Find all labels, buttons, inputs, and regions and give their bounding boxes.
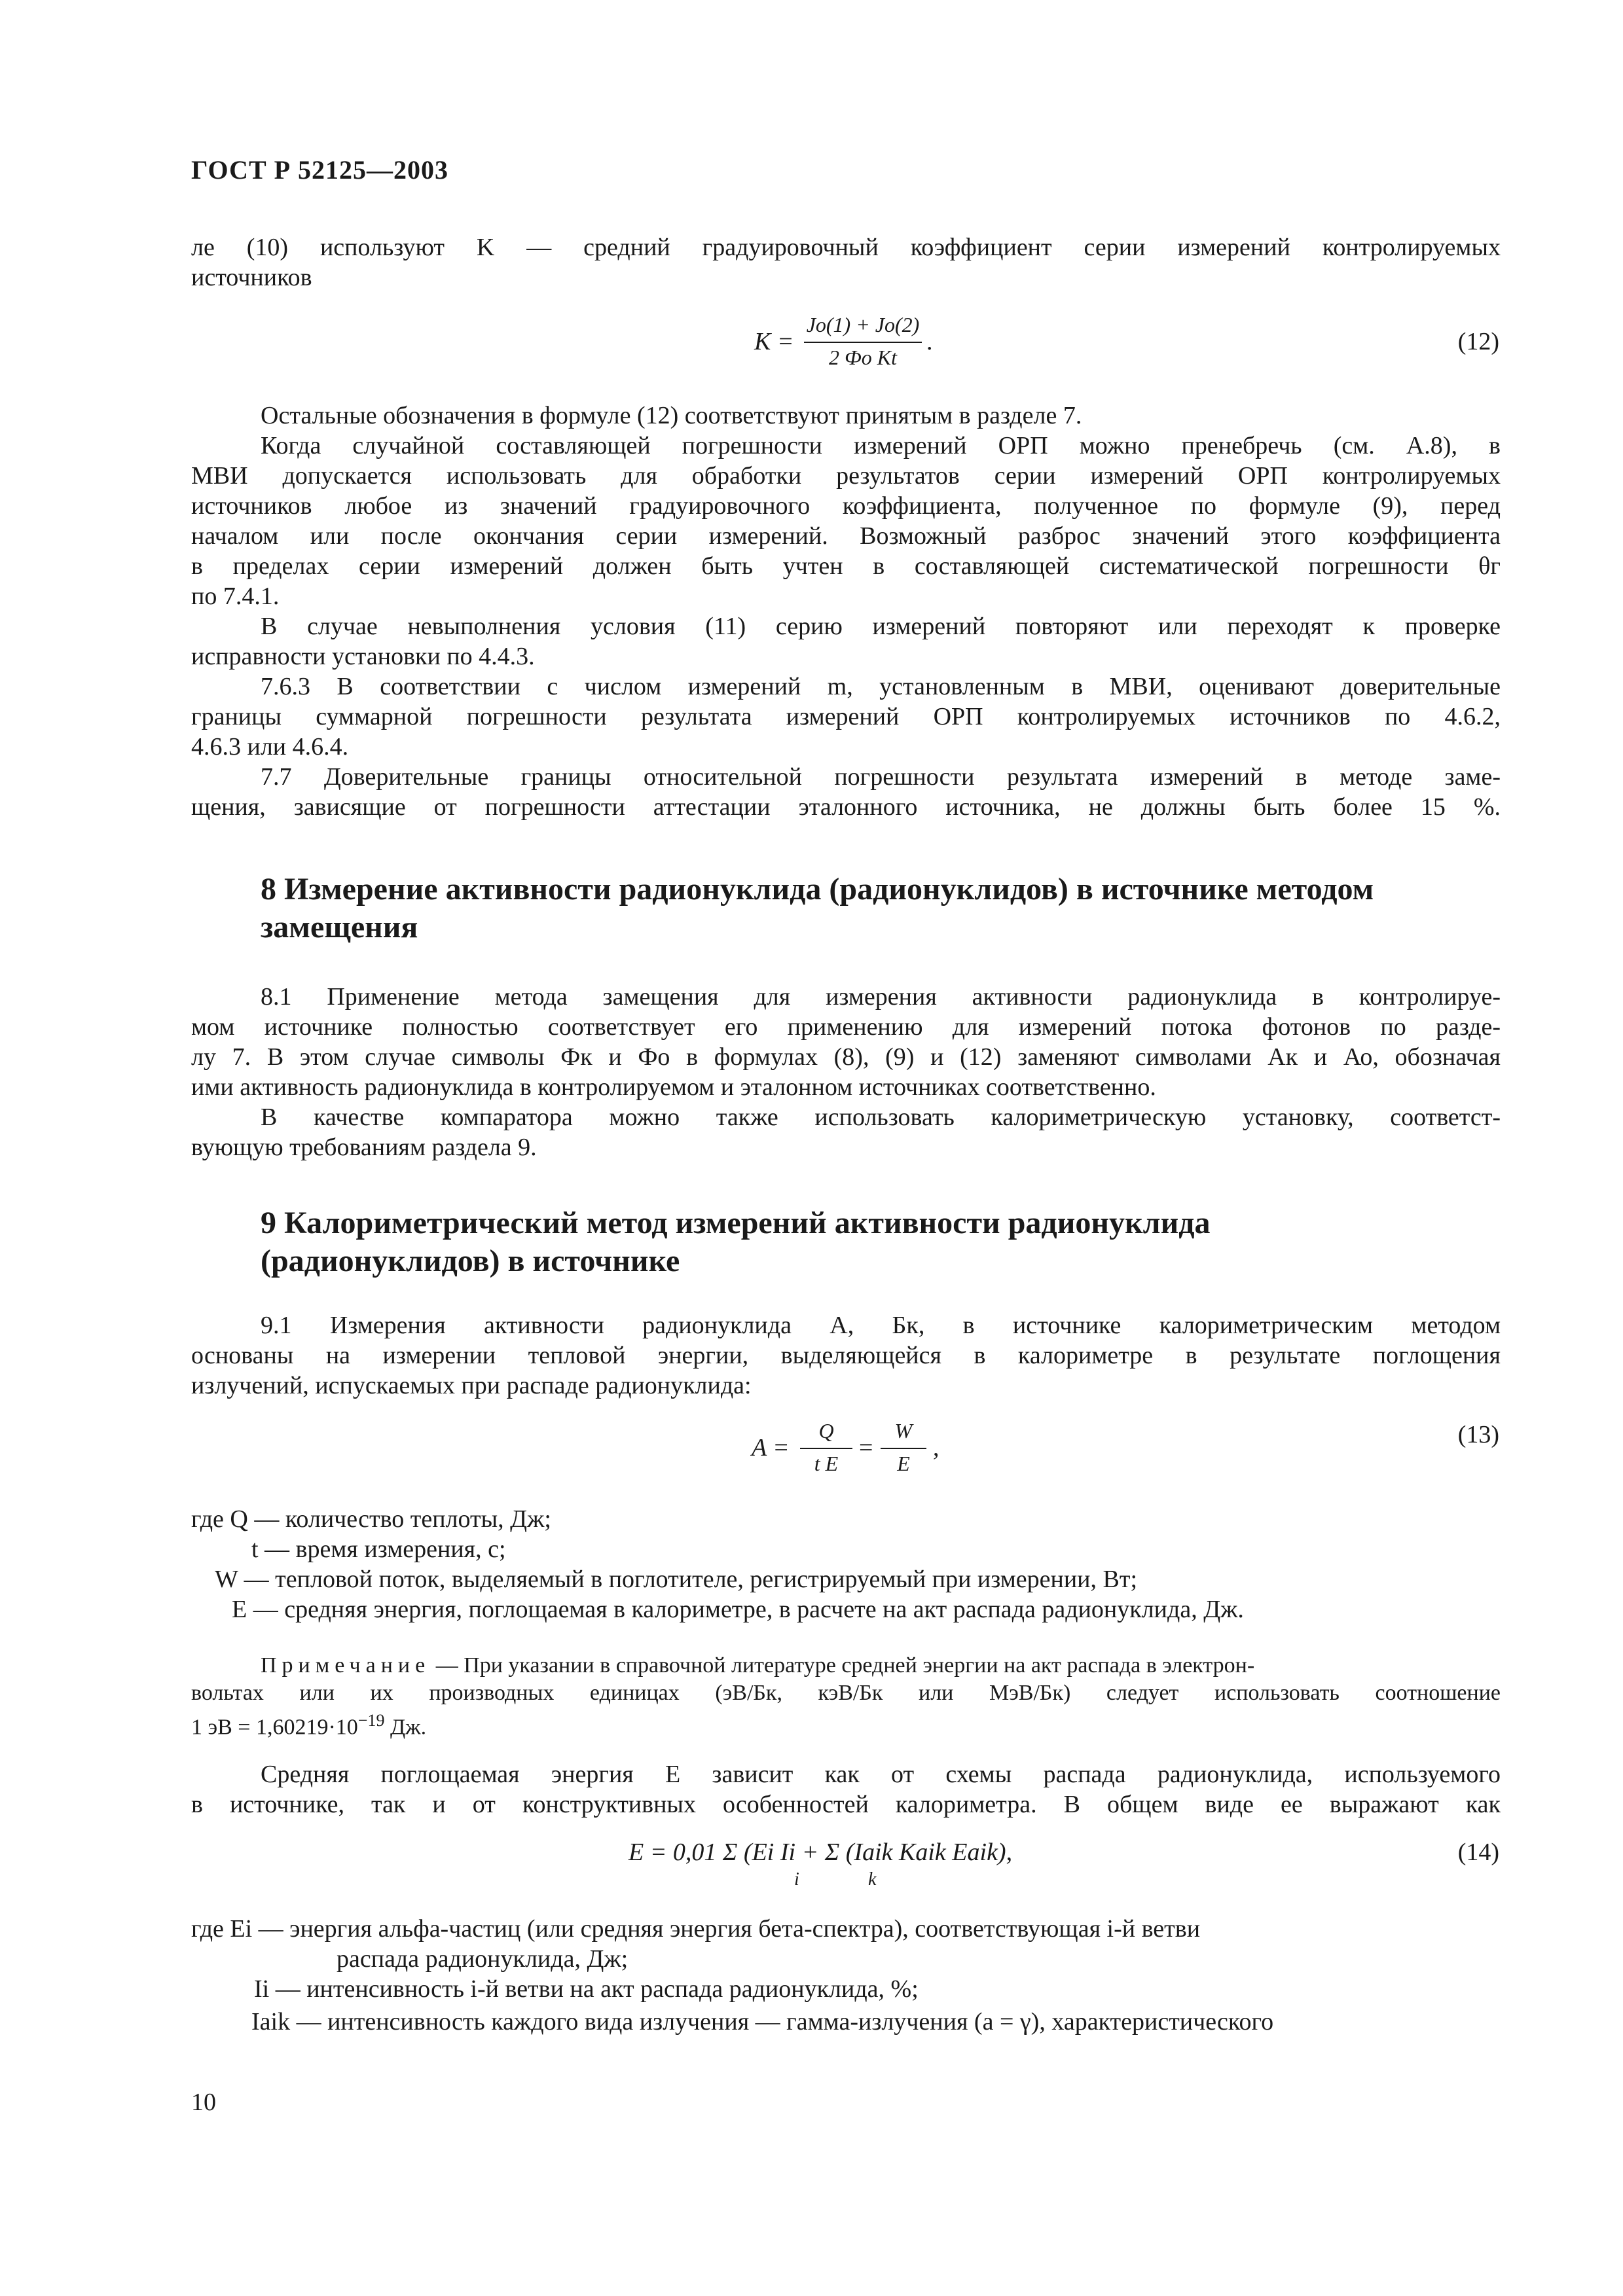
where-line: W — тепловой поток, выделяемый в поглотителе, регистрируемый при измерении, Вт; (215, 1566, 1138, 1593)
where-line: где Ei — энергия альфа-частиц (или средняя энергия бета-спектра), соответствующая i-й ветви (191, 1915, 1201, 1943)
fraction-bar (800, 1448, 852, 1449)
fraction-bar (881, 1448, 926, 1449)
where-line: где Q — количество теплоты, Дж; (191, 1505, 551, 1533)
text-line: лу 7. В этом случае символы Фк и Фо в формулах (8), (9) и (12) заменяют символами Ак и Ао, обозначая (191, 1043, 1501, 1071)
equation-number: (12) (1457, 328, 1499, 355)
equation-number: (14) (1457, 1839, 1499, 1866)
formula-denominator: 2 Фо Kt (829, 346, 897, 369)
formula-lhs: K = (754, 328, 794, 355)
where-line: распада радионуклида, Дж; (337, 1945, 629, 1973)
formula-numerator: W (894, 1419, 913, 1443)
formula-denominator: E (897, 1452, 910, 1475)
text-line: источников (191, 264, 312, 291)
note-line (191, 1707, 1501, 1741)
text-line: излучений, испускаемых при распаде радионуклида: (191, 1372, 752, 1399)
note-exponent: −19 (357, 1711, 385, 1730)
where-line: t — время измерения, с; (251, 1535, 506, 1563)
note-line: вольтах или их производных единицах (эВ/Бк, кэВ/Бк или МэВ/Бк) следует использовать соотношение (191, 1681, 1501, 1705)
text-line: 7.7 Доверительные границы относительной погрешности результата измерений в методе заме- (261, 763, 1501, 791)
text-line: В случае невыполнения условия (11) серию измерений повторяют или переходят к проверке (261, 613, 1501, 640)
formula-equals: = (859, 1434, 873, 1462)
note-text: — При указании в справочной литературе средней энергии на акт распада в электрон- (430, 1653, 1255, 1677)
formula-sum-index: k (868, 1869, 877, 1890)
where-line: Iaik — интенсивность каждого вида излучения — гамма-излучения (a = γ), характеристического (251, 2008, 1274, 2036)
section-9-heading-cont: (радионуклидов) в источнике (261, 1244, 680, 1278)
equation-number: (13) (1457, 1421, 1499, 1448)
formula-tail: . (926, 328, 933, 355)
text-line: ле (10) используют K — средний градуировочный коэффициент серии измерений контролируемых (191, 234, 1501, 261)
text-line: границы суммарной погрешности результата измерений ОРП контролируемых источников по 4.6.2, (191, 703, 1501, 730)
text-line: основаны на измерении тепловой энергии, выделяющейся в калориметре в результате поглощения (191, 1342, 1501, 1369)
note-line (261, 1652, 1501, 1679)
text-line: В качестве компаратора можно также использовать калориметрическую установку, соответст- (261, 1103, 1501, 1131)
text-line: 9.1 Измерения активности радионуклида А, Бк, в источнике калориметрическим методом (261, 1312, 1501, 1339)
text-line: МВИ допускается использовать для обработки результатов серии измерений ОРП контролируемых (191, 462, 1501, 490)
formula-denominator: t E (814, 1452, 839, 1475)
text-line: в пределах серии измерений должен быть учтен в составляющей систематической погрешности θг (191, 552, 1501, 580)
formula-numerator: Q (818, 1419, 834, 1443)
page-number: 10 (191, 2089, 216, 2116)
text-line: исправности установки по 4.4.3. (191, 643, 535, 670)
text-line: Когда случайной составляющей погрешности измерений ОРП можно пренебречь (см. А.8), в (261, 432, 1501, 459)
section-8-heading-cont: замещения (261, 910, 418, 944)
text-line: 4.6.3 или 4.6.4. (191, 733, 349, 761)
note-label: Примечание (261, 1653, 431, 1677)
text-line: Остальные обозначения в формуле (12) соответствуют принятым в разделе 7. (261, 402, 1082, 429)
text-line: 7.6.3 В соответствии с числом измерений m, установленным в МВИ, оценивают доверительные (261, 673, 1501, 700)
where-line: E — средняя энергия, поглощаемая в калориметре, в расчете на акт распада радионуклида, Дж. (232, 1596, 1244, 1623)
text-line: ими активность радионуклида в контролируемом и эталонном источниках соответственно. (191, 1073, 1156, 1101)
fraction-bar (804, 342, 922, 343)
text-line: по 7.4.1. (191, 583, 280, 610)
text-line: щения, зависящие от погрешности аттестации эталонного источника, не должны быть более 15 %. (191, 793, 1501, 821)
note-text: Дж. (384, 1715, 427, 1740)
formula-lhs: A = (752, 1434, 790, 1462)
text-line: началом или после окончания серии измерений. Возможный разброс значений этого коэффициента (191, 522, 1501, 550)
section-9-heading: 9 Калориметрический метод измерений активности радионуклида (261, 1206, 1211, 1240)
section-8-heading: 8 Измерение активности радионуклида (радионуклидов) в источнике методом (261, 872, 1374, 906)
formula-sum-index: i (794, 1869, 799, 1890)
where-line: Ii — интенсивность i-й ветви на акт распада радионуклида, %; (254, 1975, 919, 2003)
text-line: Средняя поглощаемая энергия E зависит как от схемы распада радионуклида, используемого (261, 1761, 1501, 1788)
document-header: ГОСТ Р 52125—2003 (191, 155, 449, 185)
formula-numerator: Jо(1) + Jо(2) (806, 313, 920, 336)
formula-tail: , (933, 1434, 939, 1462)
text-line: 8.1 Применение метода замещения для измерения активности радионуклида в контролируе- (261, 983, 1501, 1011)
text-line: мом источнике полностью соответствует его применению для измерений потока фотонов по разде- (191, 1013, 1501, 1041)
text-line: в источнике, так и от конструктивных особенностей калориметра. В общем виде ее выражают как (191, 1791, 1501, 1818)
formula-body: E = 0,01 Σ (Ei Ii + Σ (Iaik Kaik Eaik), (629, 1839, 1013, 1866)
text-line: источников любое из значений градуировочного коэффициента, полученное по формуле (9), перед (191, 492, 1501, 520)
text-line: вующую требованиям раздела 9. (191, 1134, 537, 1161)
note-text: 1 эВ = 1,60219·10 (191, 1715, 358, 1740)
